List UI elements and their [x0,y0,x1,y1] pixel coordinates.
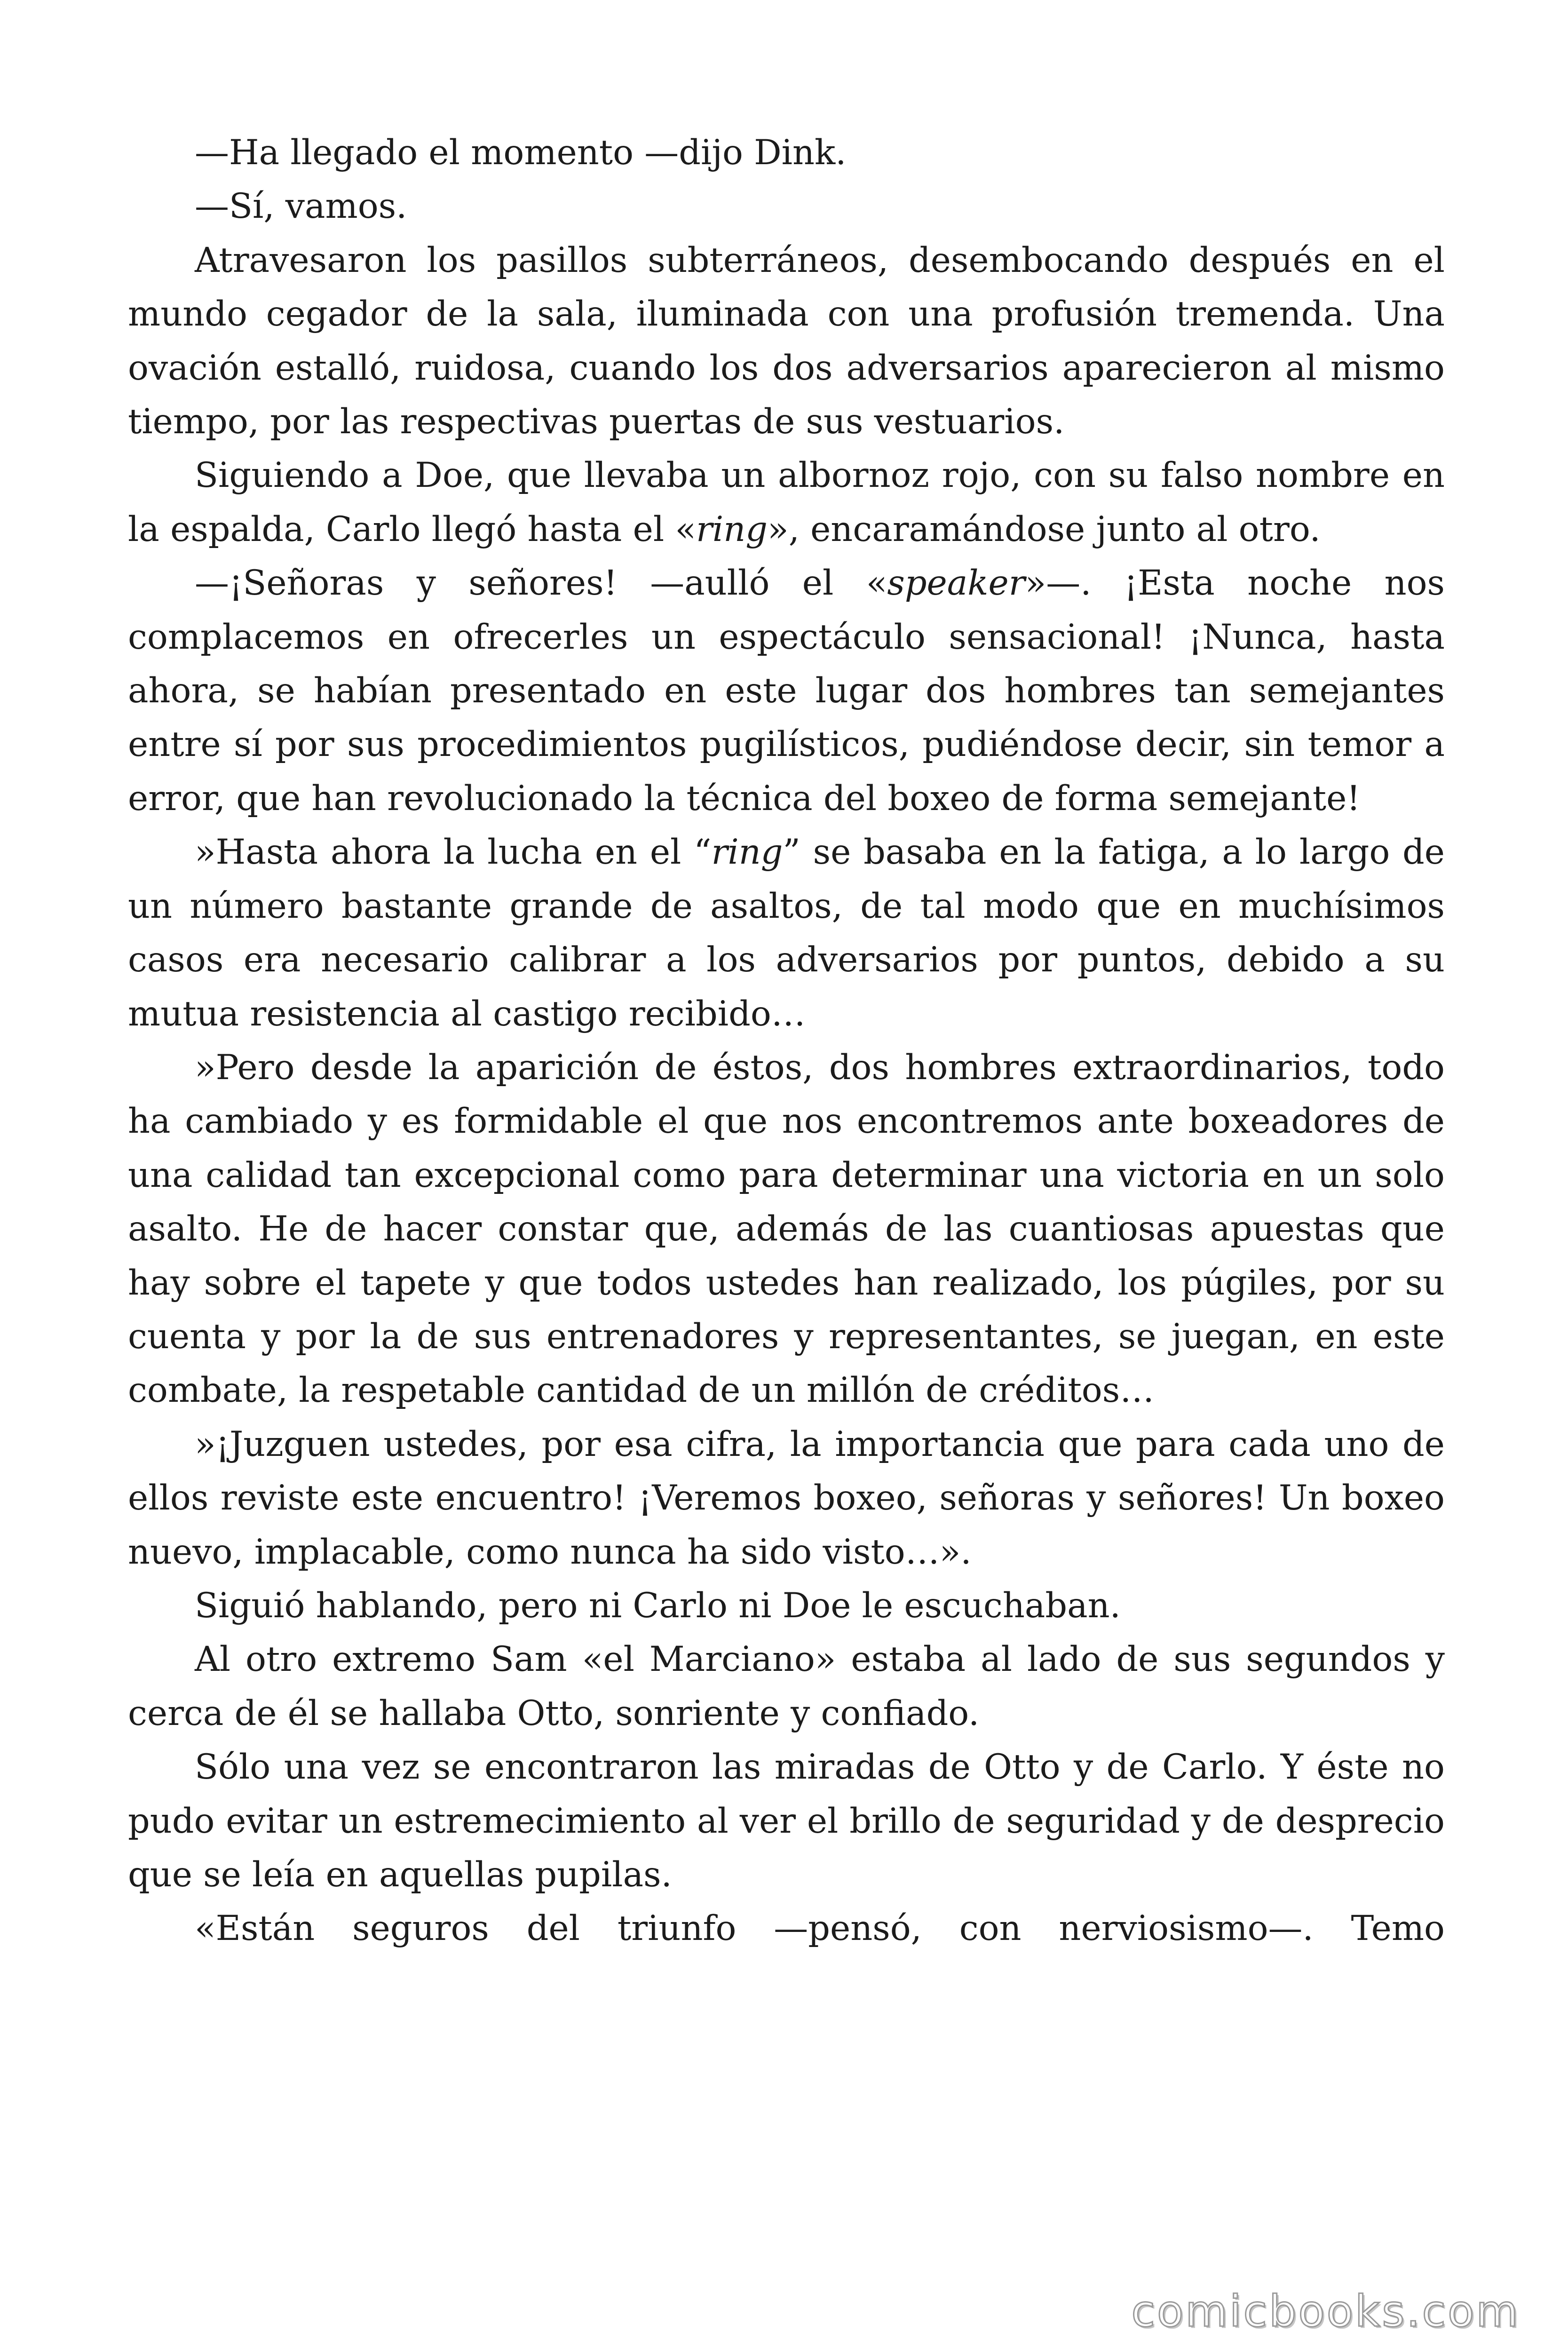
paragraph [128,1041,1445,1418]
page-body [128,126,1445,1956]
italic-term: ring [696,509,768,549]
text-run: Atravesaron los pasillos subterráneos, desembocando después en el mundo cegador de la sala, iluminada con una profusión tremenda. Una ovación estalló, ruidosa, cuando los dos adversarios aparecieron al mismo tiempo, por las respectivas puertas de sus vestuarios. [128,240,1445,442]
italic-term: ring [711,832,783,873]
paragraph [128,1579,1445,1633]
text-run: »—. ¡Esta noche nos complacemos en ofrecerles un espectáculo sensacional! ¡Nunca, hasta ahora, se habían presentado en este lugar dos hombres tan semejantes entre sí por sus procedimientos pugilísticos, pudiéndose decir, sin temor a error, que han revolucionado la técnica del boxeo de forma semejante! [128,563,1445,818]
text-run: —¡Señoras y señores! —aulló el « [195,563,887,604]
italic-term: speaker [887,563,1025,604]
text-run: —Ha llegado el momento —dijo Dink. [195,133,847,173]
text-run: »Hasta ahora la lucha en el “ [195,832,712,873]
text-run: »¡Juzguen ustedes, por esa cifra, la importancia que para cada uno de ellos reviste este encuentro! ¡Veremos boxeo, señoras y señores! Un boxeo nuevo, implacable, como nunca ha sido visto…». [128,1424,1445,1572]
text-run: Siguió hablando, pero ni Carlo ni Doe le escuchaban. [195,1585,1121,1626]
text-run: Al otro extremo Sam «el Marciano» estaba al lado de sus segundos y cerca de él se hallaba Otto, sonriente y confiado. [128,1639,1445,1733]
paragraph [128,1418,1445,1579]
text-run: Siguiendo a Doe, que llevaba un albornoz rojo, con su falso nombre en la espalda, Carlo llegó hasta el « [128,455,1445,549]
text-run: », encaramándose junto al otro. [768,509,1321,549]
text-run: —Sí, vamos. [195,186,407,227]
text-run: Sólo una vez se encontraron las miradas de Otto y de Carlo. Y éste no pudo evitar un estremecimiento al ver el brillo de seguridad y de desprecio que se leía en aquellas pupilas. [128,1747,1445,1895]
watermark: comicbooks.com [1131,2286,1520,2336]
text-run: «Están seguros del triunfo —pensó, con nerviosismo—. Temo [195,1908,1445,1949]
paragraph [128,180,1445,233]
text-run: »Pero desde la aparición de éstos, dos hombres extraordinarios, todo ha cambiado y es formidable el que nos encontremos ante boxeadores de una calidad tan excepcional como para determinar una victoria en un solo asalto. He de hacer constar que, además de las cuantiosas apuestas que hay sobre el tapete y que todos ustedes han realizado, los púgiles, por su cuenta y por la de sus entrenadores y representantes, se juegan, en este combate, la respetable cantidad de un millón de créditos… [128,1047,1445,1411]
text-run: ” se basaba en la fatiga, a lo largo de un número bastante grande de asaltos, de tal modo que en muchísimos casos era necesario calibrar a los adversarios por puntos, debido a su mutua resistencia al castigo recibido… [128,832,1445,1034]
paragraph [128,234,1445,449]
paragraph [128,826,1445,1041]
paragraph [128,556,1445,826]
paragraph [128,1740,1445,1902]
paragraph [128,126,1445,180]
paragraph [128,1633,1445,1740]
paragraph [128,1902,1445,1955]
paragraph [128,449,1445,556]
